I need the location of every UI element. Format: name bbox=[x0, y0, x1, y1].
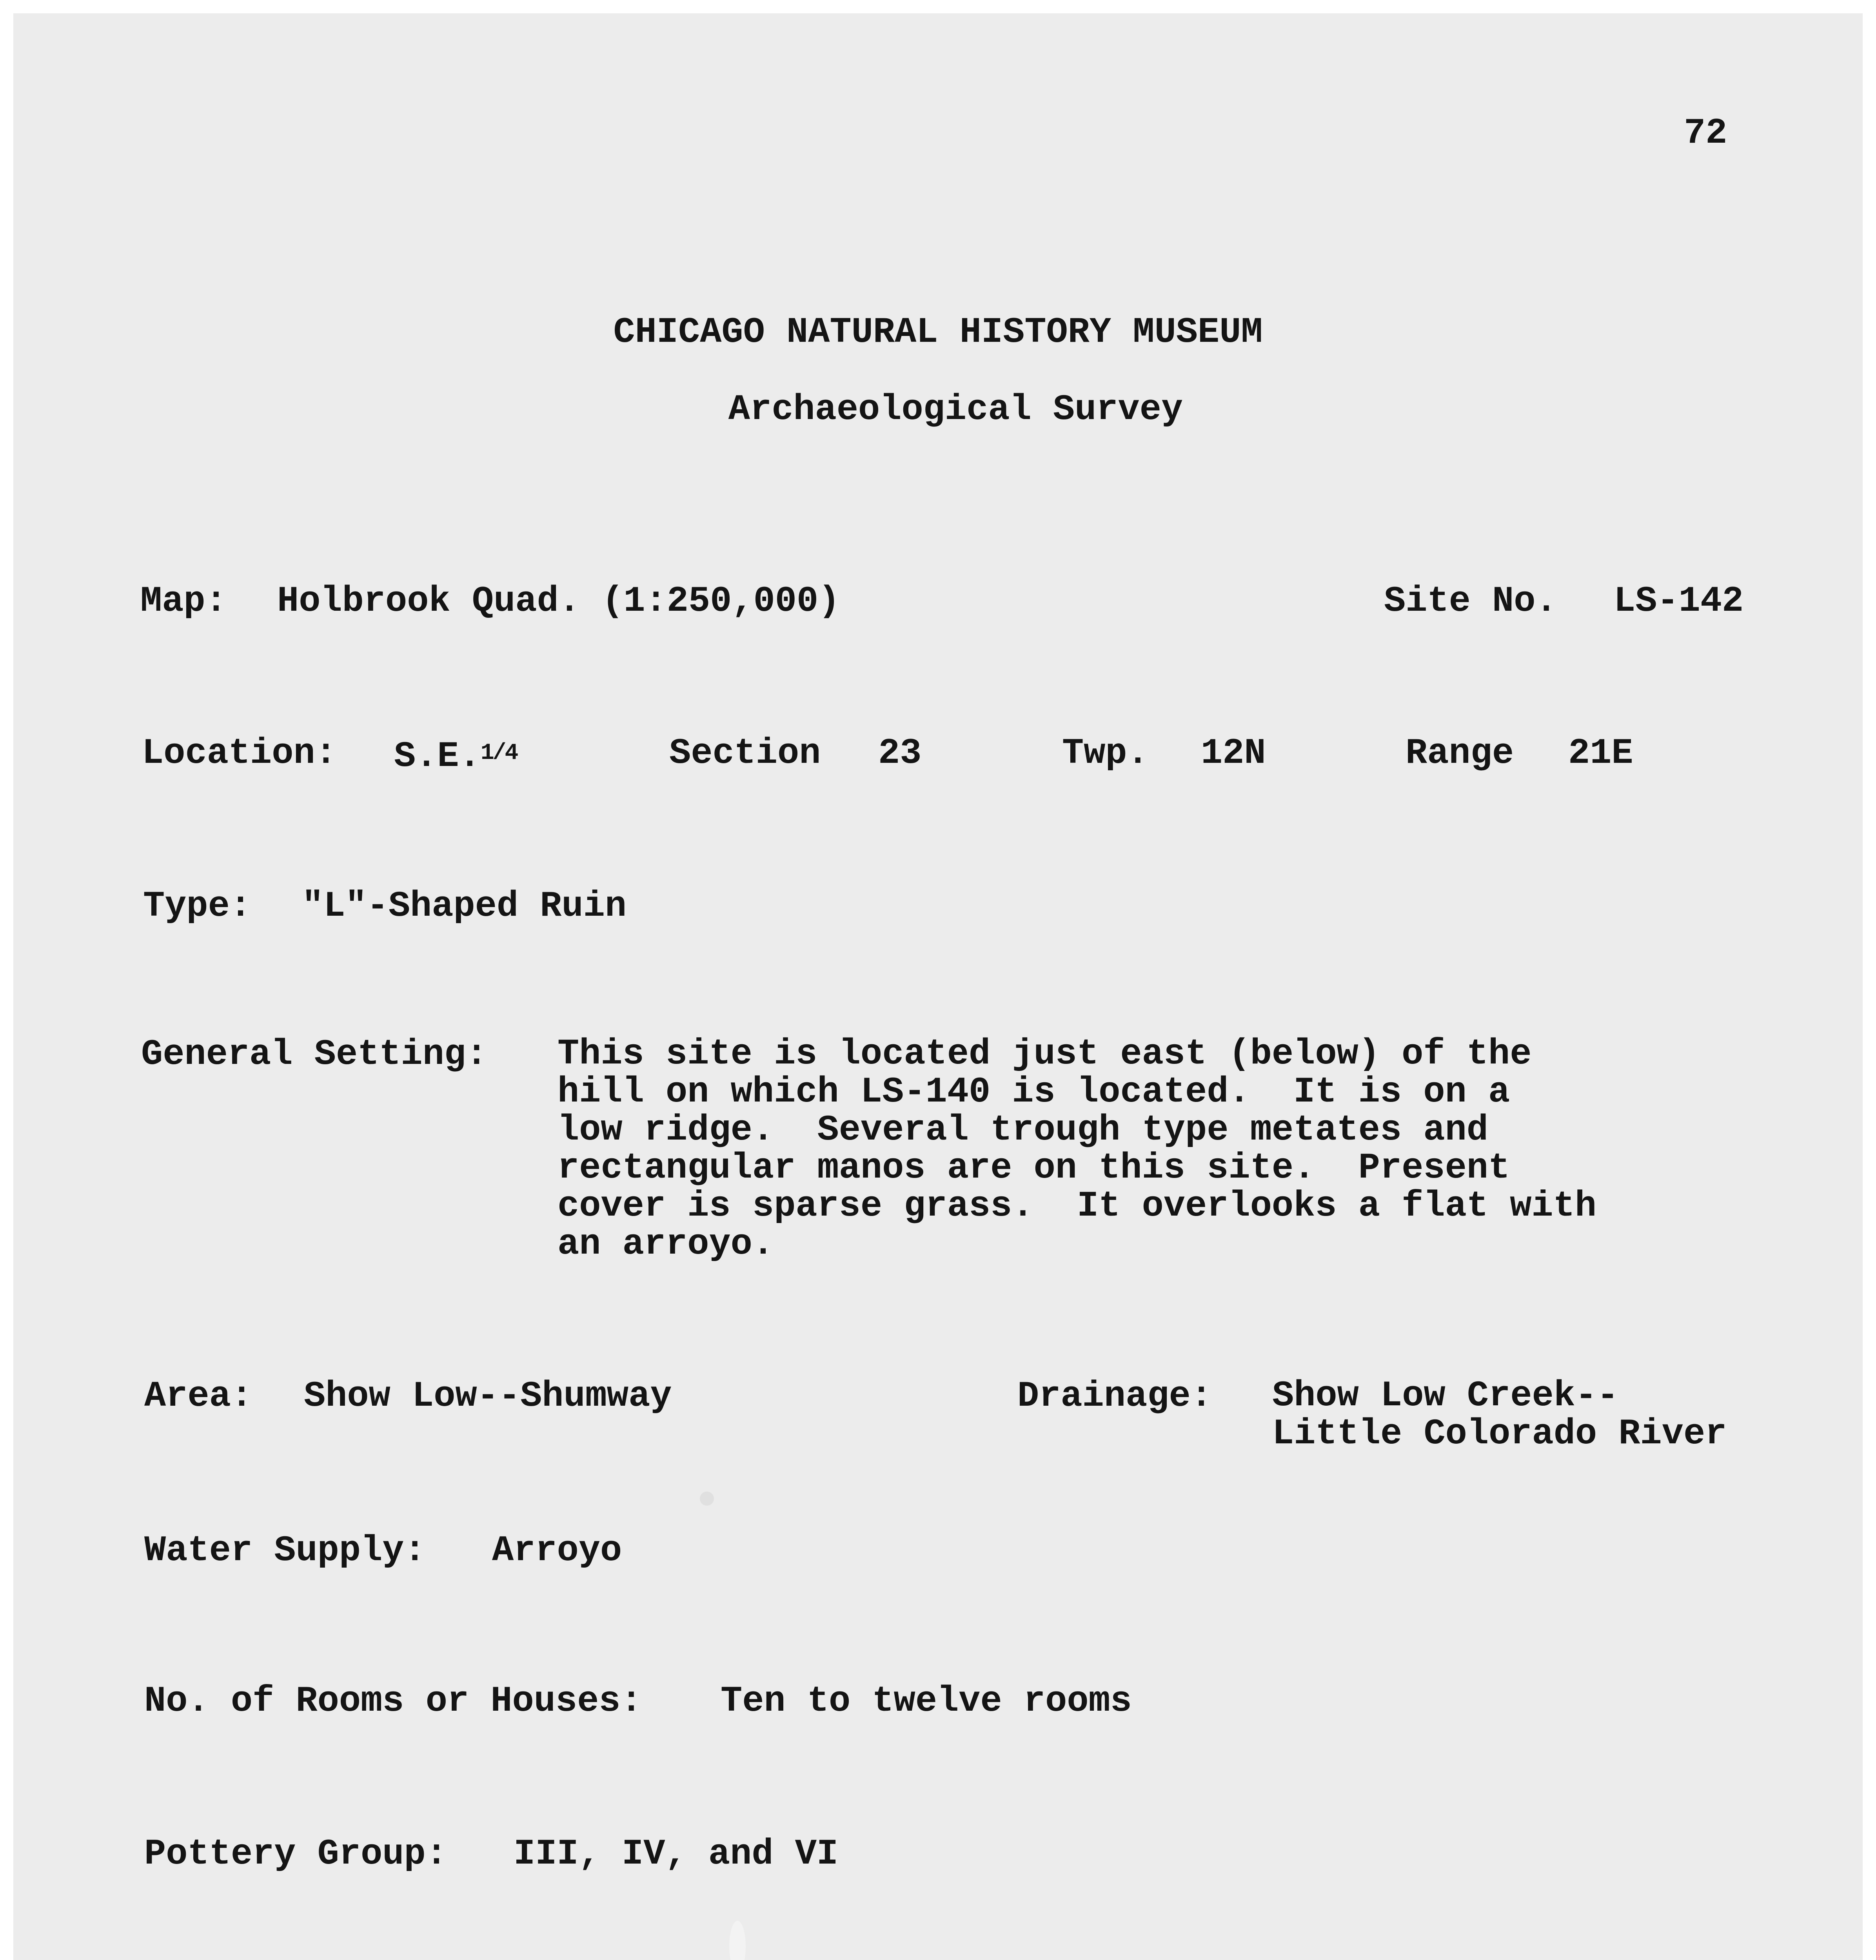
general-setting-line: hill on which LS-140 is located. It is on a bbox=[558, 1071, 1510, 1112]
section-label: Section bbox=[669, 733, 821, 774]
range-label: Range bbox=[1406, 733, 1514, 774]
general-setting-line: rectangular manos are on this site. Present bbox=[558, 1147, 1510, 1189]
water-supply-label: Water Supply: bbox=[144, 1530, 426, 1571]
general-setting-line: low ridge. Several trough type metates and bbox=[558, 1109, 1488, 1151]
map-value: Holbrook Quad. (1:250,000) bbox=[277, 581, 840, 622]
site-number-label: Site No. bbox=[1384, 581, 1557, 622]
document-page bbox=[13, 13, 1863, 1960]
site-number-value: LS-142 bbox=[1614, 581, 1744, 622]
type-label: Type: bbox=[143, 886, 252, 927]
township-value: 12N bbox=[1201, 733, 1266, 774]
section-value: 23 bbox=[878, 733, 922, 774]
rooms-value: Ten to twelve rooms bbox=[721, 1681, 1132, 1722]
page-number: 72 bbox=[1684, 113, 1727, 154]
range-value: 21E bbox=[1568, 733, 1633, 774]
general-setting-label: General Setting: bbox=[141, 1034, 488, 1075]
scan-smudge bbox=[700, 1492, 714, 1506]
area-value: Show Low--Shumway bbox=[304, 1376, 672, 1417]
general-setting-line: an arroyo. bbox=[558, 1223, 774, 1265]
drainage-line: Little Colorado River bbox=[1272, 1413, 1727, 1454]
pottery-label: Pottery Group: bbox=[144, 1833, 447, 1875]
township-label: Twp. bbox=[1062, 733, 1149, 774]
pottery-value: III, IV, and VI bbox=[514, 1833, 839, 1875]
rooms-label: No. of Rooms or Houses: bbox=[144, 1681, 642, 1722]
survey-subtitle: Archaeological Survey bbox=[728, 389, 1183, 430]
drainage-line: Show Low Creek-- bbox=[1272, 1375, 1619, 1416]
water-supply-value: Arroyo bbox=[492, 1530, 622, 1571]
location-label: Location: bbox=[142, 733, 337, 774]
general-setting-line: This site is located just east (below) of the bbox=[558, 1033, 1532, 1074]
type-value: "L"-Shaped Ruin bbox=[302, 886, 627, 927]
area-label: Area: bbox=[144, 1376, 253, 1417]
location-quarter bbox=[394, 734, 517, 776]
institution-title: CHICAGO NATURAL HISTORY MUSEUM bbox=[613, 312, 1263, 353]
drainage-label: Drainage: bbox=[1017, 1376, 1212, 1417]
general-setting-line: cover is sparse grass. It overlooks a flat with bbox=[558, 1185, 1597, 1227]
location-quarter-text: S.E. bbox=[394, 736, 481, 777]
location-fraction: 1/4 bbox=[480, 740, 517, 766]
map-label: Map: bbox=[140, 581, 227, 622]
